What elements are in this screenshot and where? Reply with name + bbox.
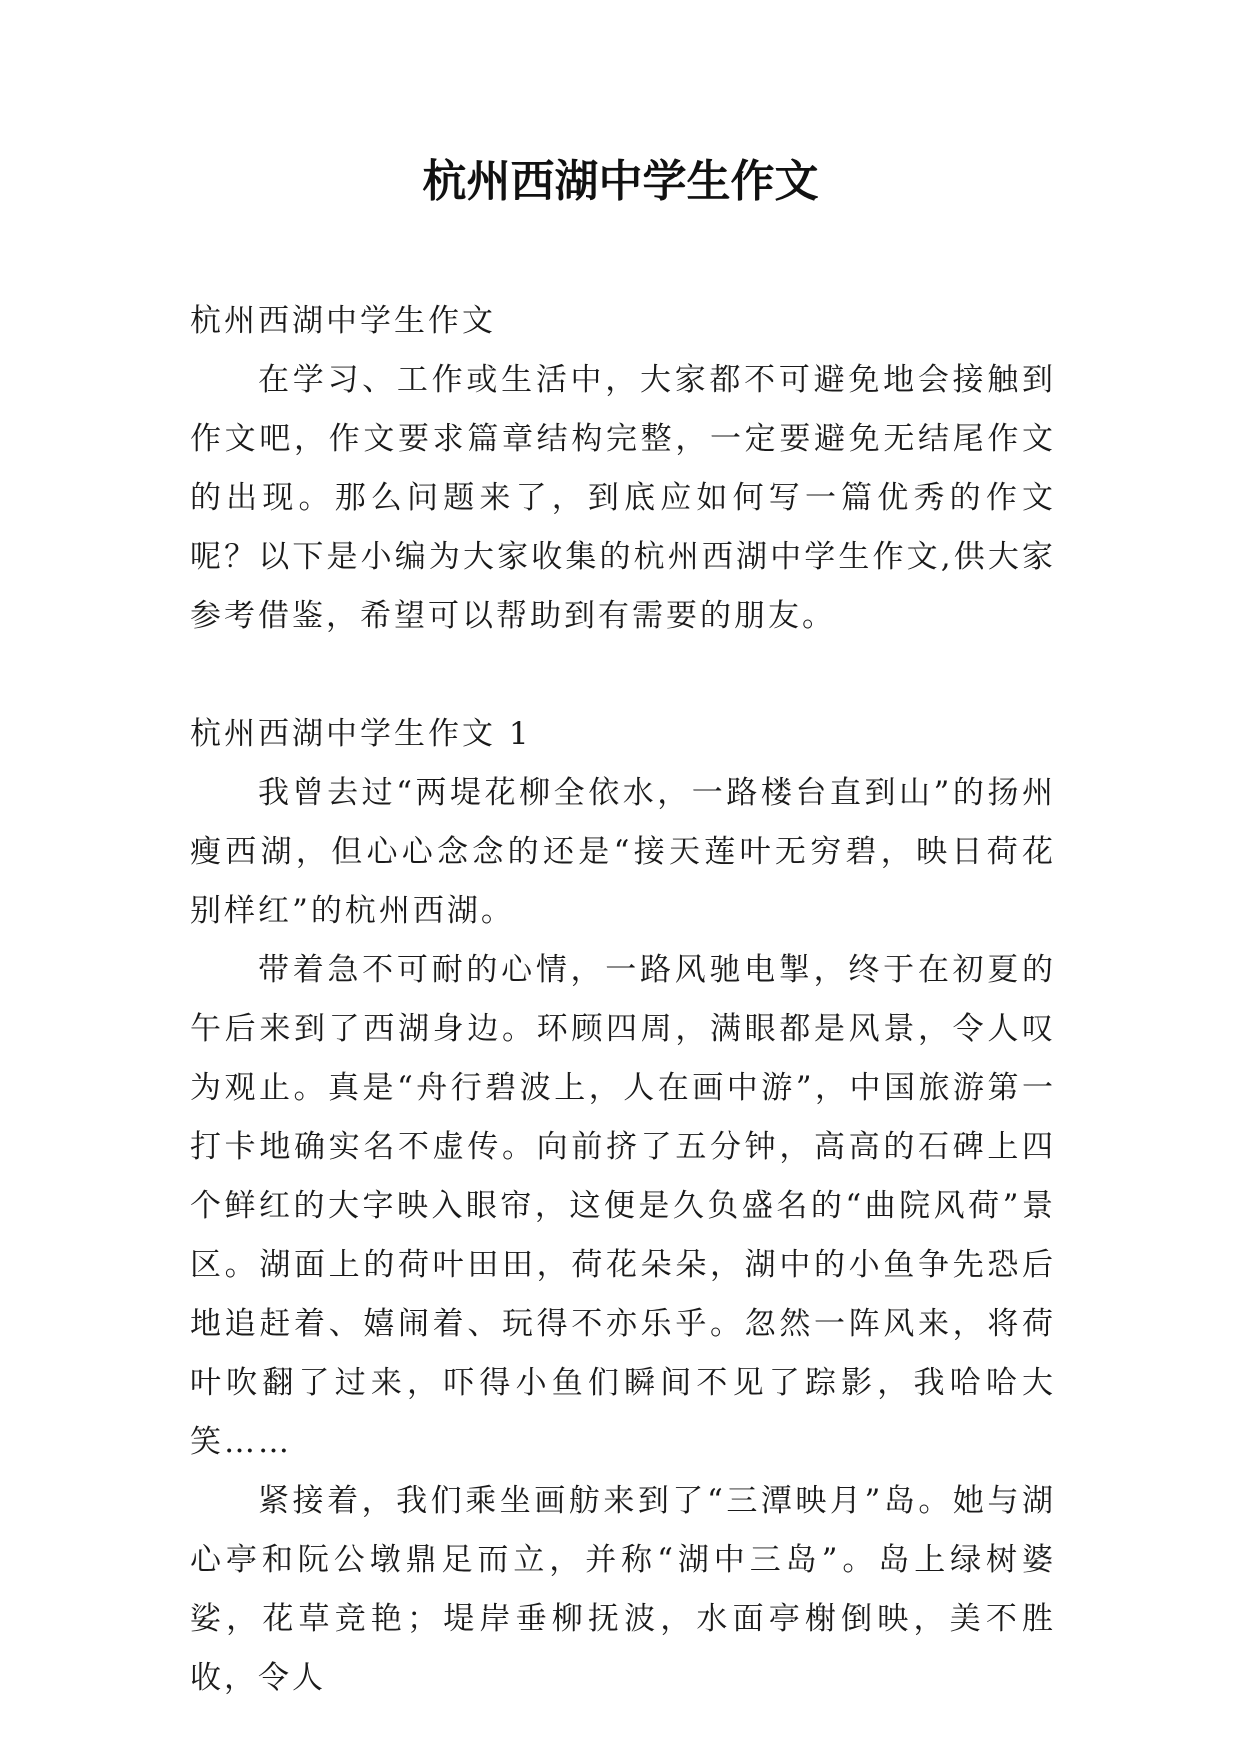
document-subheading: 杭州西湖中学生作文 bbox=[190, 303, 496, 339]
intro-paragraph: 在学习、工作或生活中，大家都不可避免地会接触到作文吧，作文要求篇章结构完整，一定要避免无结尾作文的出现。那么问题来了，到底应如何写一篇优秀的作文呢？以下是小编为大家收集的杭州西湖中学生作文,供大家参考借鉴，希望可以帮助到有需要的朋友。 bbox=[190, 362, 1056, 634]
body-paragraph: 带着急不可耐的心情，一路风驰电掣，终于在初夏的午后来到了西湖身边。环顾四周，满眼都是风景，令人叹为观止。真是“舟行碧波上，人在画中游”，中国旅游第一打卡地确实名不虚传。向前挤了五分钟，高高的石碑上四个鲜红的大字映入眼帘，这便是久负盛名的“曲院风荷”景区。湖面上的荷叶田田，荷花朵朵，湖中的小鱼争先恐后地追赶着、嬉闹着、玩得不亦乐乎。忽然一阵风来，将荷叶吹翻了过来，吓得小鱼们瞬间不见了踪影，我哈哈大笑…… bbox=[190, 952, 1056, 1460]
document-body bbox=[190, 292, 1056, 1708]
body-paragraph: 我曾去过“两堤花柳全依水，一路楼台直到山”的扬州瘦西湖，但心心念念的还是“接天莲叶无穷碧，映日荷花别样红”的杭州西湖。 bbox=[190, 775, 1056, 929]
body-paragraph: 紧接着，我们乘坐画舫来到了“三潭映月”岛。她与湖心亭和阮公墩鼎足而立，并称“湖中三岛”。岛上绿树婆娑，花草竞艳；堤岸垂柳抚波，水面亭榭倒映，美不胜收，令人 bbox=[190, 1483, 1056, 1696]
section-spacer bbox=[190, 646, 1056, 705]
section-heading: 杭州西湖中学生作文 1 bbox=[190, 716, 532, 752]
document-title: 杭州西湖中学生作文 bbox=[422, 156, 819, 207]
